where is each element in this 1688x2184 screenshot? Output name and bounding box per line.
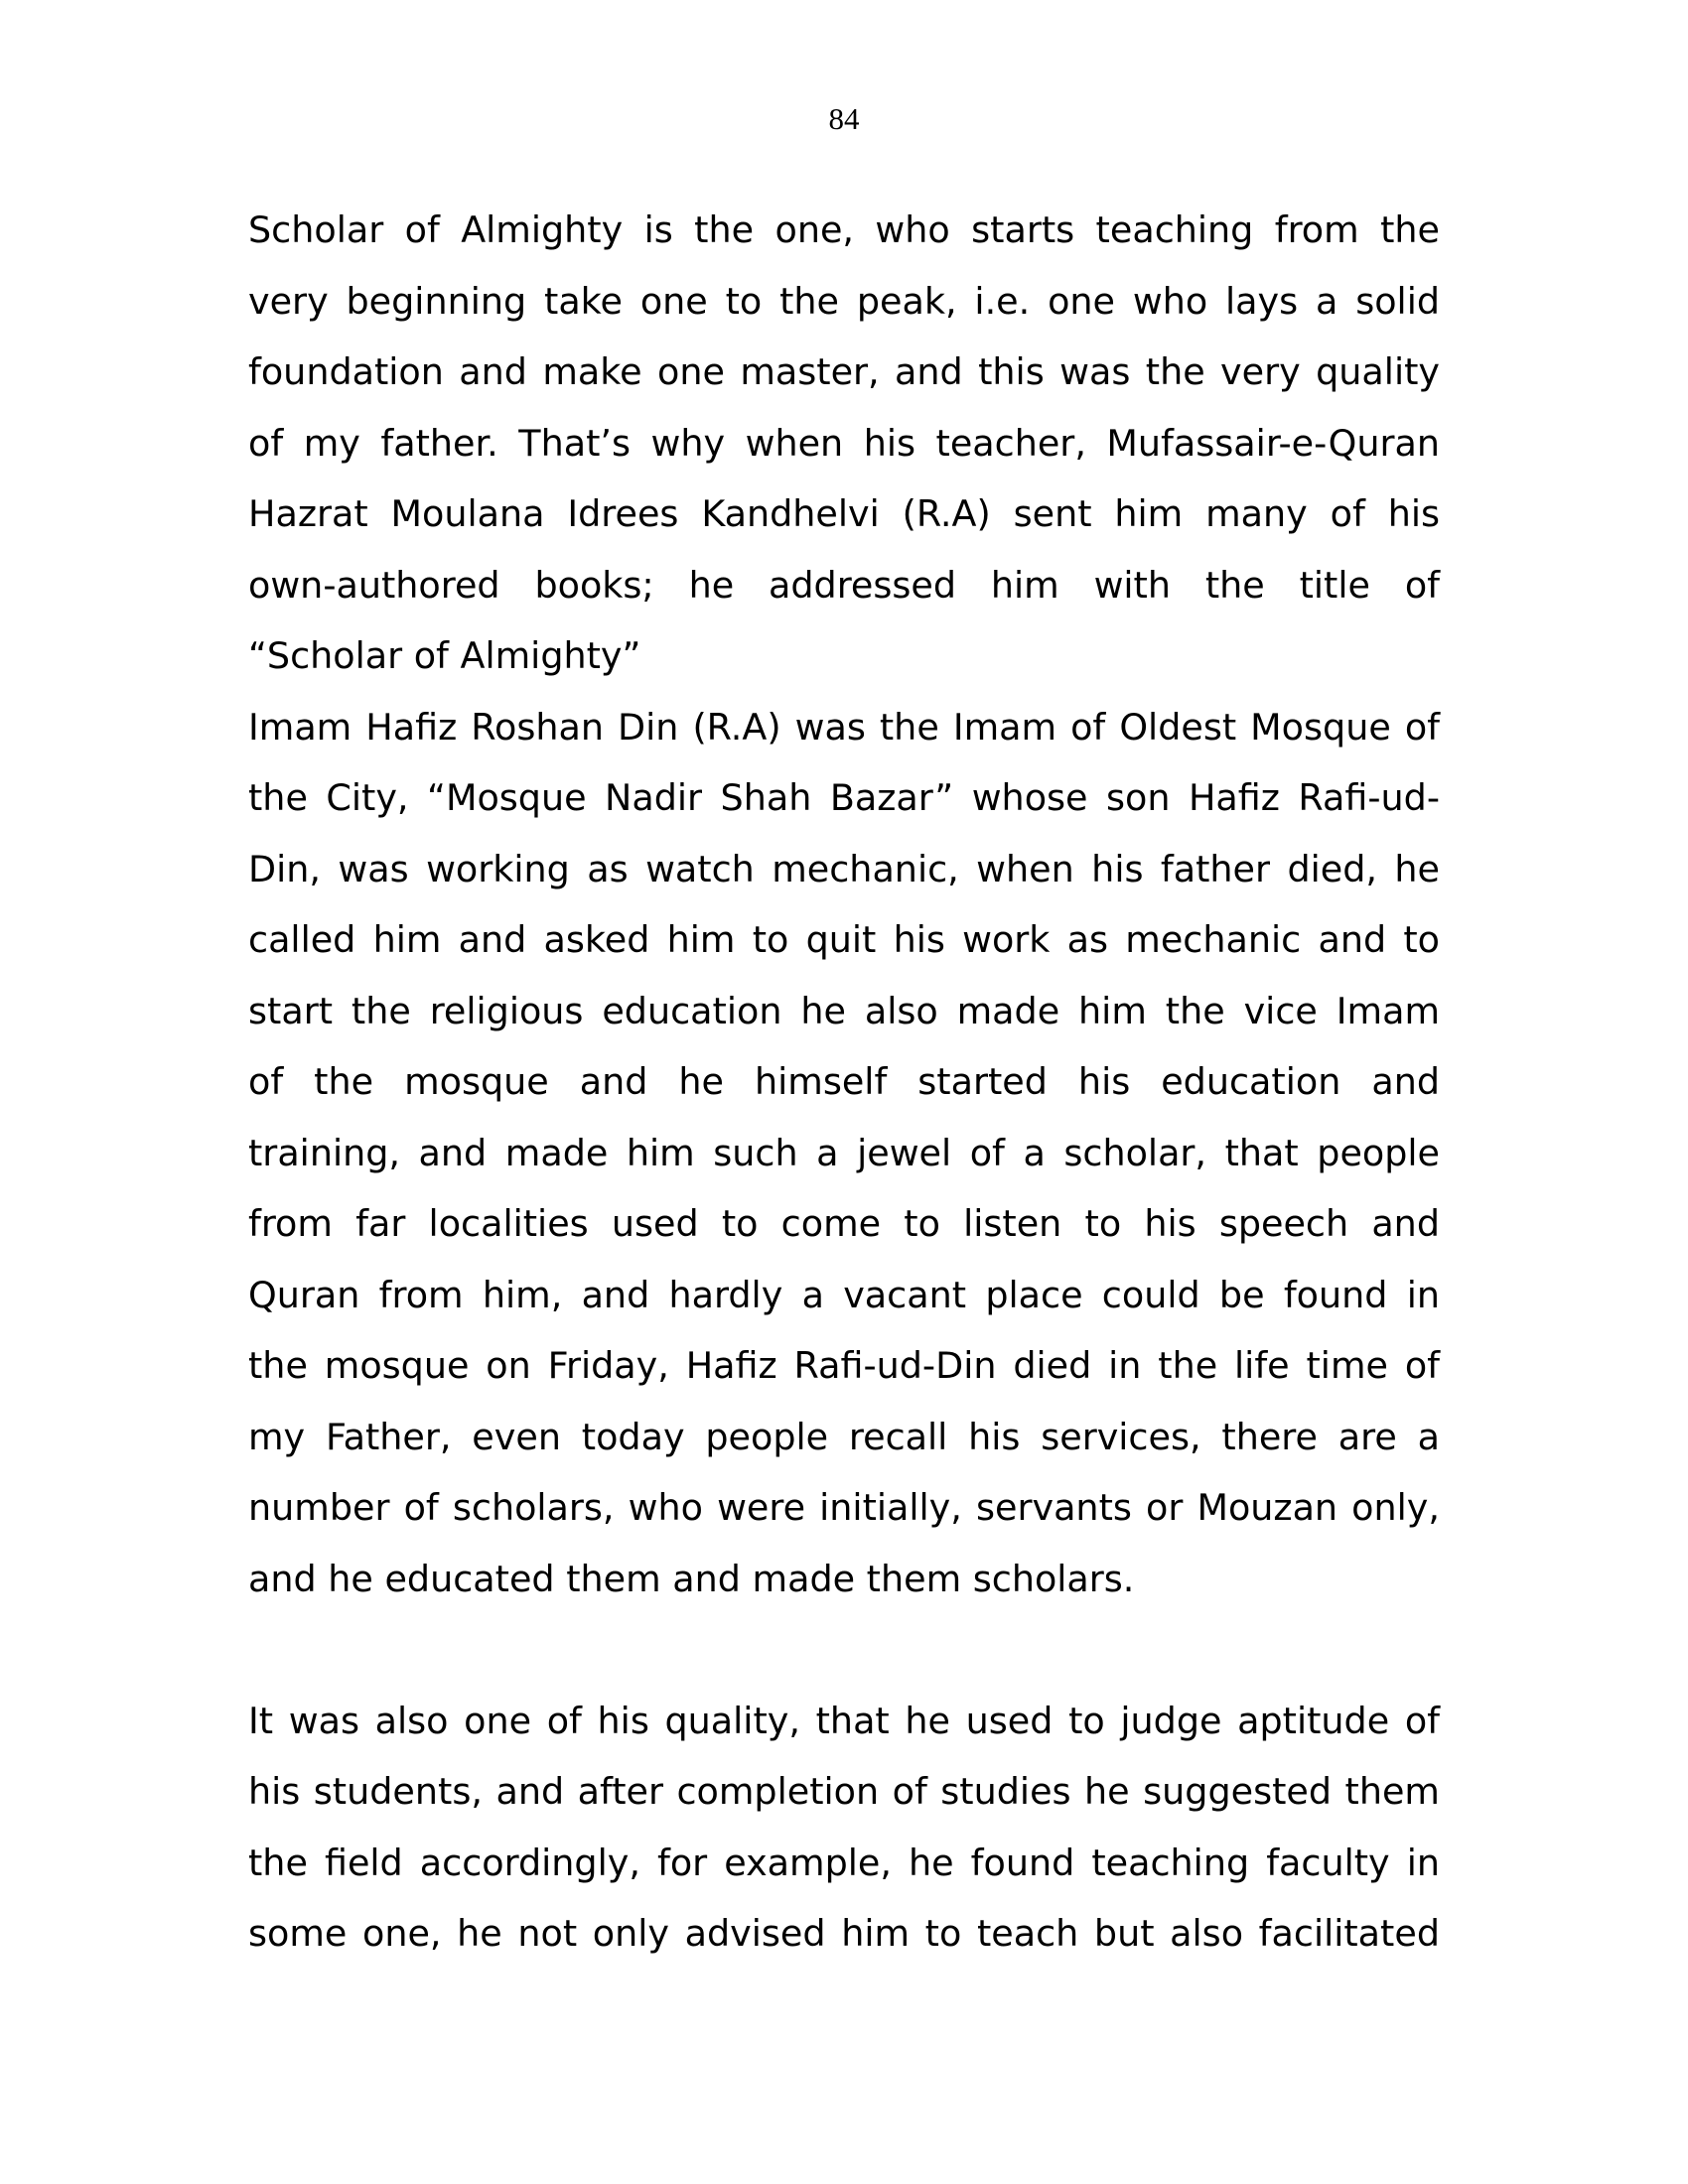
paragraph [248,1686,1440,1970]
text-line: start the religious education he also made him the vice Imam [248,989,1440,1032]
paragraph [248,195,1440,692]
text-line: the City, “Mosque Nadir Shah Bazar” whose son Hafiz Rafi-ud- [248,776,1440,819]
text-line: Din, was working as watch mechanic, when his father died, he [248,847,1440,890]
text-line: my Father, even today people recall his services, there are a [248,1415,1440,1458]
text-line: the field accordingly, for example, he found teaching faculty in [248,1841,1440,1884]
text-line: “Scholar of Almighty” [248,634,641,677]
paragraph-gap [248,1614,1440,1686]
text-line: called him and asked him to quit his work as mechanic and to [248,918,1440,961]
text-line: Quran from him, and hardly a vacant place could be found in [248,1273,1440,1316]
text-line: of the mosque and he himself started his education and [248,1060,1440,1103]
text-line: Scholar of Almighty is the one, who starts teaching from the [248,208,1440,251]
text-line: from far localities used to come to listen to his speech and [248,1202,1440,1245]
text-line: some one, he not only advised him to teach but also facilitated [248,1912,1440,1955]
text-line: number of scholars, who were initially, servants or Mouzan only, [248,1486,1440,1529]
text-line: foundation and make one master, and this was the very quality [248,350,1440,393]
text-line: Hazrat Moulana Idrees Kandhelvi (R.A) sent him many of his [248,492,1440,535]
text-line: Imam Hafiz Roshan Din (R.A) was the Imam of Oldest Mosque of [248,705,1440,749]
text-line: his students, and after completion of studies he suggested them [248,1770,1440,1813]
text-line: It was also one of his quality, that he used to judge aptitude of [248,1699,1440,1742]
text-line: of my father. That’s why when his teacher, Mufassair-e-Quran [248,421,1440,465]
body-text [248,195,1440,1970]
text-line: own-authored books; he addressed him with the title of [248,563,1440,607]
text-line: and he educated them and made them scholars. [248,1557,1135,1600]
text-line: the mosque on Friday, Hafiz Rafi-ud-Din died in the life time of [248,1344,1440,1387]
paragraph [248,692,1440,1615]
text-line: training, and made him such a jewel of a scholar, that people [248,1131,1440,1174]
text-line: very beginning take one to the peak, i.e. one who lays a solid [248,279,1440,323]
page-number: 84 [828,101,860,136]
